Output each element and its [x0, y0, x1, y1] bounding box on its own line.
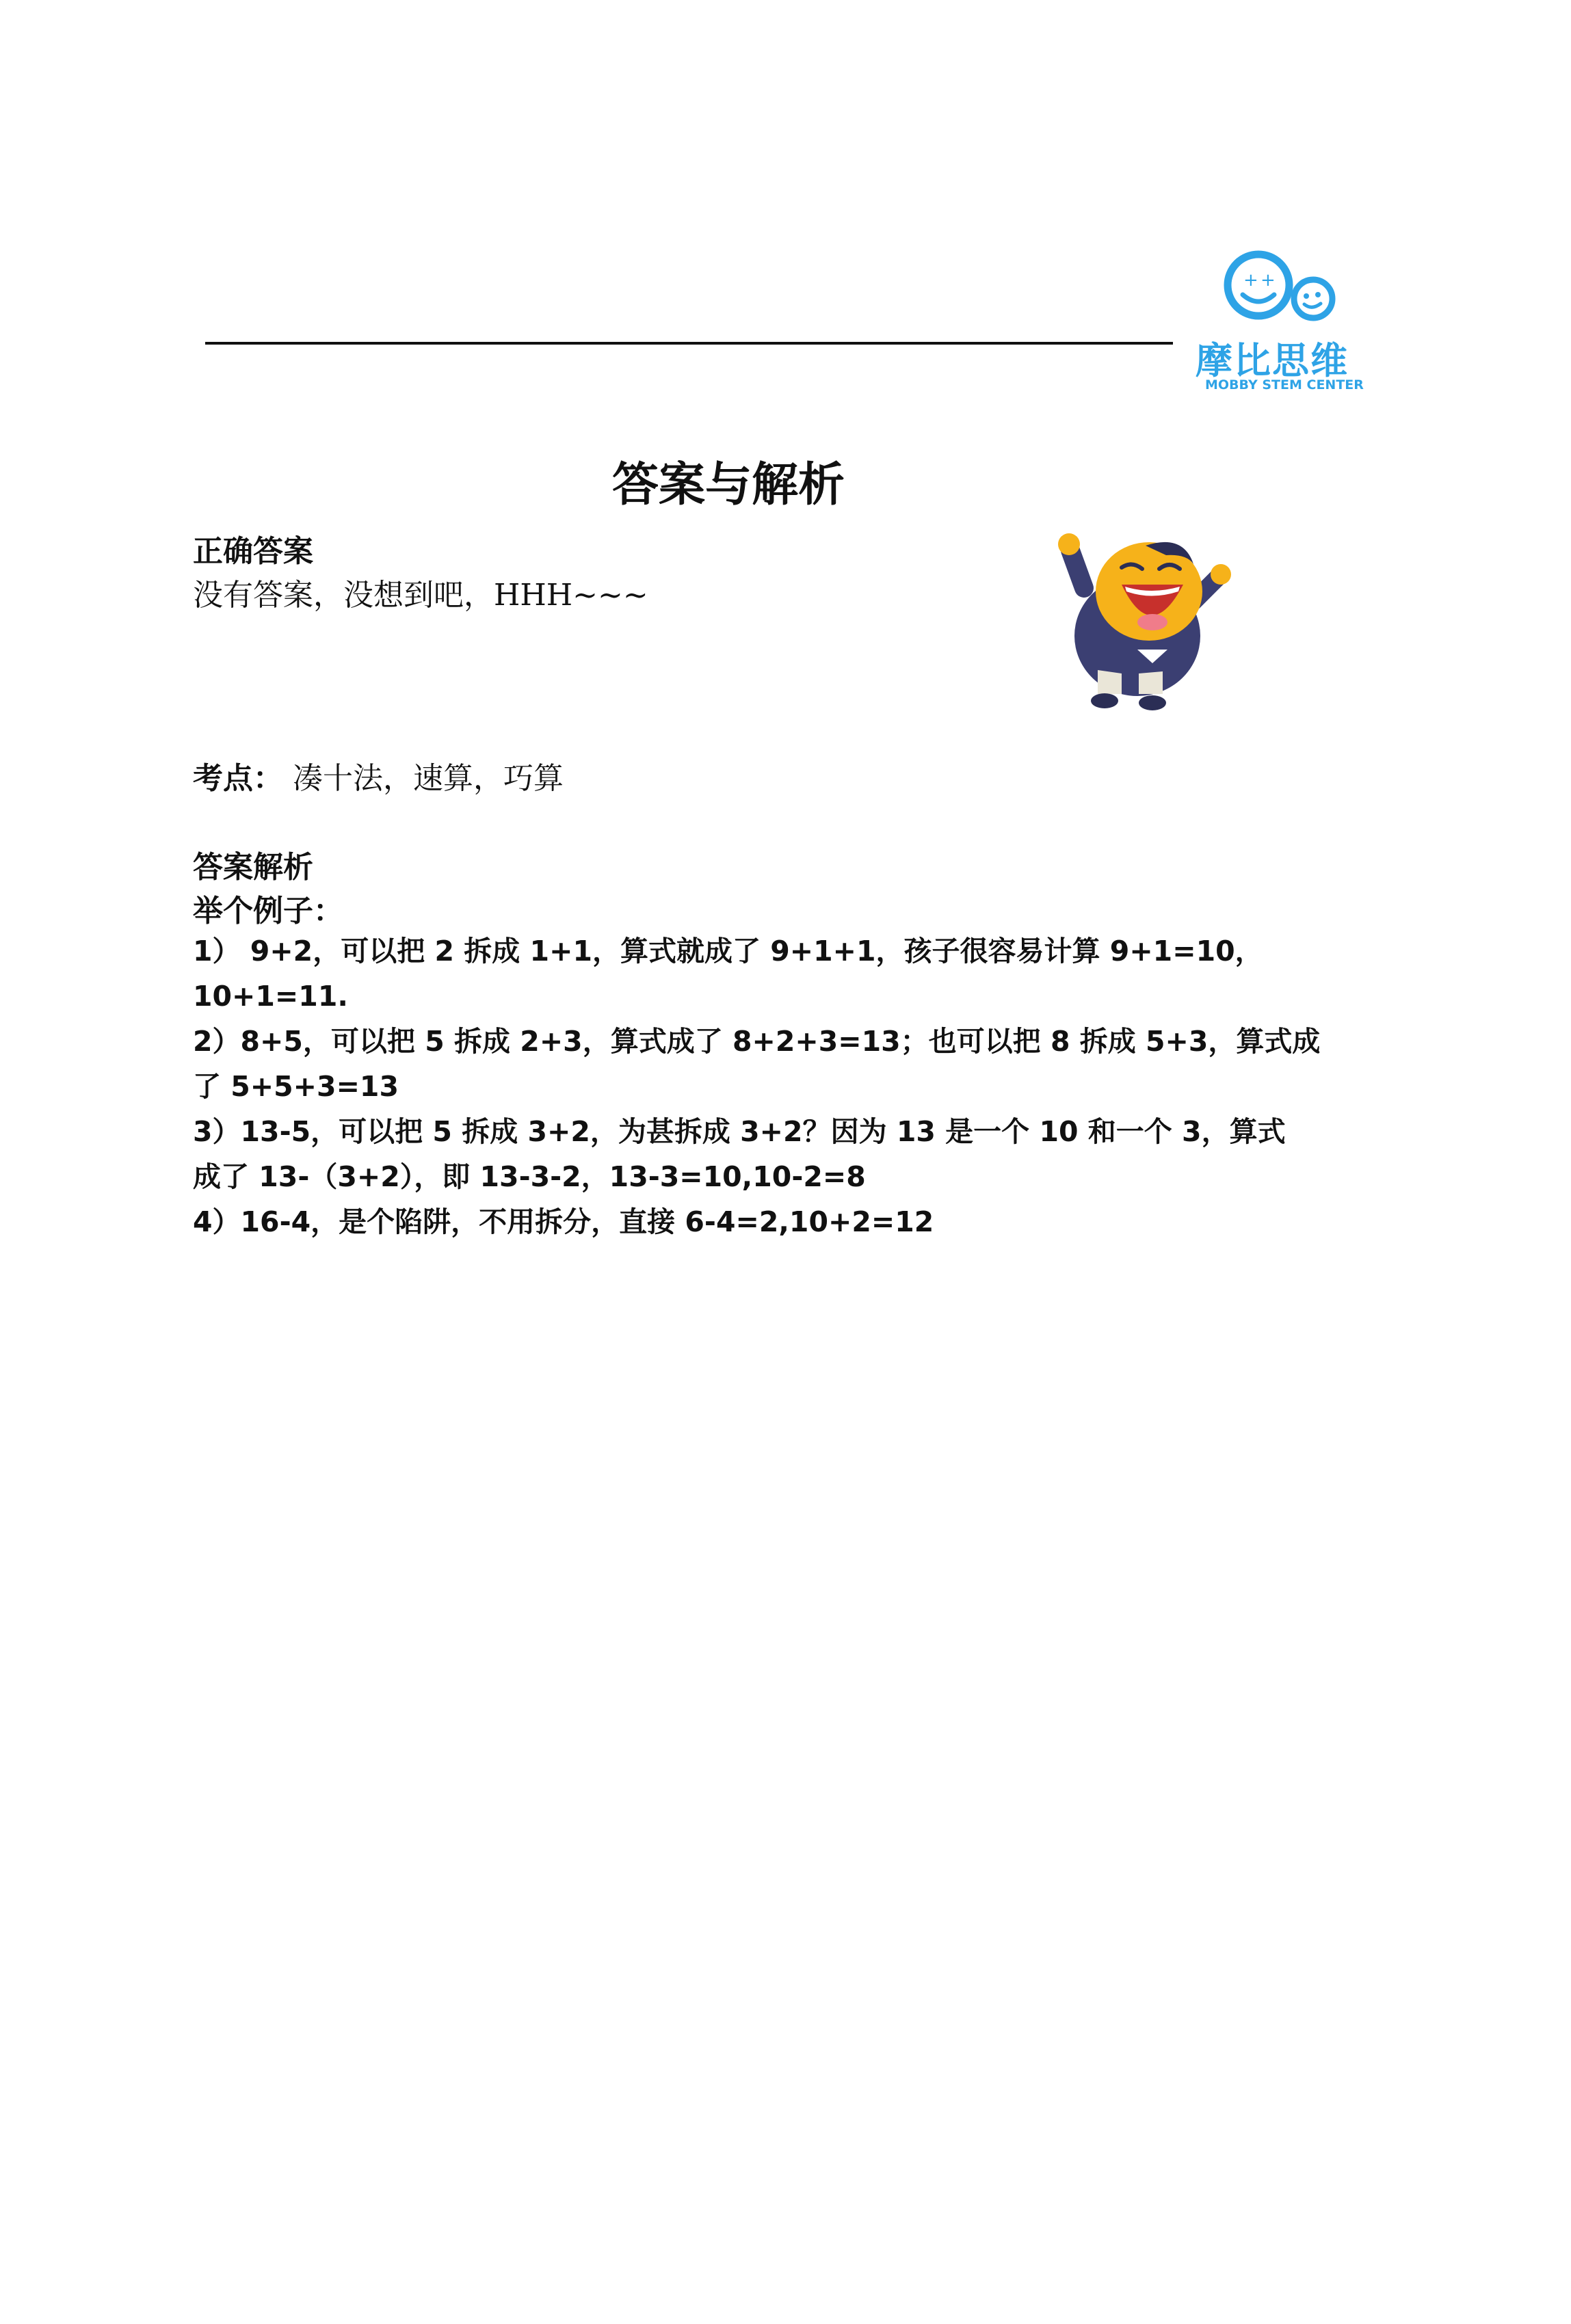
analysis-lines — [193, 929, 1397, 1244]
header-rule — [205, 342, 1173, 345]
logo-subtext: MOBBY STEM CENTER — [1205, 377, 1364, 392]
kaodian-label: 考点： — [193, 761, 283, 796]
analysis-line: 3）13-5，可以把 5 拆成 3+2，为甚拆成 3+2？因为 13 是一个 10 和一个 3，算式 — [193, 1115, 1286, 1148]
analysis-heading: 答案解析 — [193, 850, 313, 885]
kaodian-text: 凑十法，速算，巧算 — [293, 761, 564, 796]
analysis-line: 了 5+5+3=13 — [193, 1070, 399, 1103]
laughing-mascot-icon — [1057, 526, 1235, 711]
svg-text:+: + — [1260, 270, 1276, 291]
page-title: 答案与解析 — [611, 457, 845, 512]
analysis-line: 4）16-4，是个陷阱，不用拆分，直接 6-4=2,10+2=12 — [193, 1205, 934, 1238]
correct-answer-text: 没有答案，没想到吧，HHH~~~ — [193, 578, 648, 613]
analysis-intro: 举个例子： — [193, 894, 343, 929]
svg-text:+: + — [1243, 270, 1258, 291]
analysis-line: 2）8+5，可以把 5 拆成 2+3，算式成了 8+2+3=13；也可以把 8 拆成 5+3，算式成 — [193, 1025, 1321, 1058]
correct-answer-heading: 正确答案 — [193, 534, 313, 569]
analysis-line: 1） 9+2，可以把 2 拆成 1+1，算式就成了 9+1+1，孩子很容易计算 9+1=10，10+1=11. — [193, 935, 1263, 1013]
logo-text: 摩比思维 — [1196, 339, 1349, 382]
analysis-line: 成了 13-（3+2），即 13-3-2，13-3=10,10-2=8 — [193, 1160, 866, 1193]
